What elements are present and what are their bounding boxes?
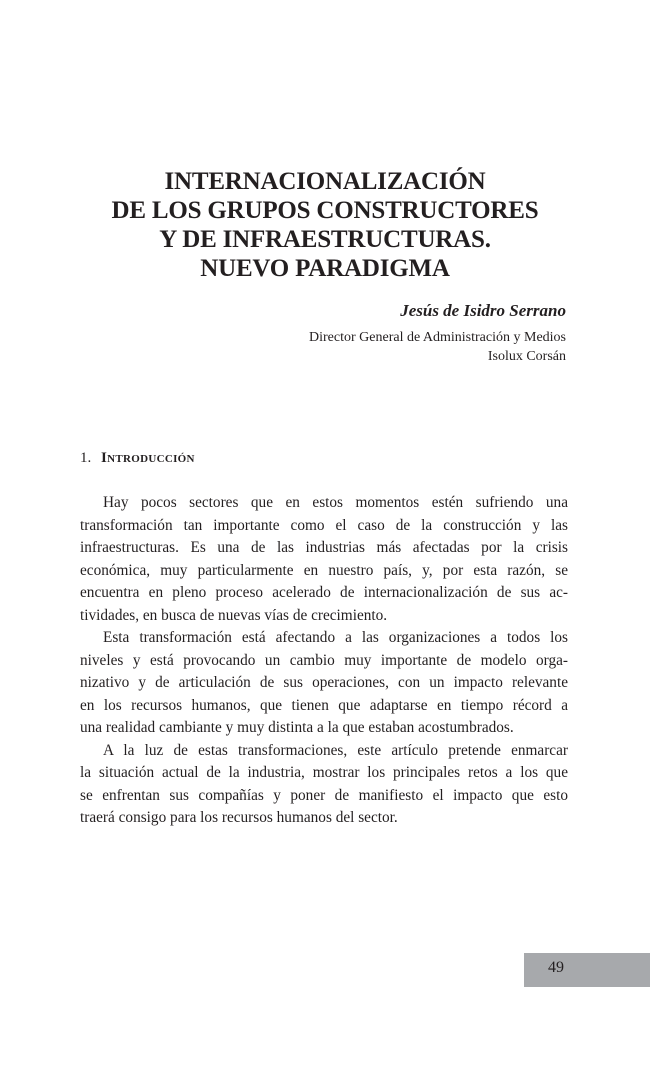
- title-line: Y DE INFRAESTRUCTURAS.: [159, 226, 491, 253]
- page-number-tab: [524, 953, 650, 987]
- body-line: una realidad cambiante y muy distinta a la que estaban acostumbrados.: [80, 719, 514, 736]
- body-line: Hay pocos sectores que en estos momentos estén sufriendo una: [103, 494, 568, 511]
- body-line: infraestructuras. Es una de las industrias más afectadas por la crisis: [80, 539, 568, 556]
- body-line: nizativo y de articulación de sus operaciones, con un impacto relevante: [80, 674, 568, 691]
- author-name: Jesús de Isidro Serrano: [400, 301, 566, 320]
- page-number: 49: [548, 959, 564, 976]
- body-line: transformación tan importante como el caso de la construcción y las: [80, 516, 568, 534]
- article-title: [60, 167, 590, 283]
- body-line: se enfrentan sus compañías y poner de manifiesto el impacto que esto: [80, 786, 568, 804]
- section-heading: [80, 450, 195, 467]
- section-title: Introducción: [101, 450, 195, 466]
- article-body: [80, 492, 568, 830]
- body-line: económica, muy particularmente en nuestro país, y, por esta razón, se: [80, 561, 568, 579]
- title-line: NUEVO PARADIGMA: [200, 255, 450, 282]
- affiliation-company: Isolux Corsán: [487, 349, 566, 364]
- body-line: niveles y está provocando un cambio muy importante de modelo orga-: [80, 651, 568, 669]
- body-line: la situación actual de la industria, mostrar los principales retos a los que: [80, 764, 568, 781]
- body-line: A la luz de estas transformaciones, este artículo pretende enmarcar: [103, 741, 568, 759]
- body-line: traerá consigo para los recursos humanos del sector.: [80, 809, 398, 826]
- author-affiliation: [309, 328, 566, 366]
- affiliation-position: Director General de Administración y Medios: [309, 330, 566, 345]
- title-line: DE LOS GRUPOS CONSTRUCTORES: [111, 197, 539, 224]
- section-number: 1.: [80, 450, 92, 466]
- body-line: encuentra en pleno proceso acelerado de internacionalización de sus ac-: [80, 584, 568, 601]
- body-line: tividades, en busca de nuevas vías de crecimiento.: [80, 606, 388, 624]
- body-line: Esta transformación está afectando a las organizaciones a todos los: [103, 629, 568, 646]
- body-line: en los recursos humanos, que tienen que adaptarse en tiempo récord a: [80, 696, 568, 714]
- title-line: INTERNACIONALIZACIÓN: [164, 168, 486, 195]
